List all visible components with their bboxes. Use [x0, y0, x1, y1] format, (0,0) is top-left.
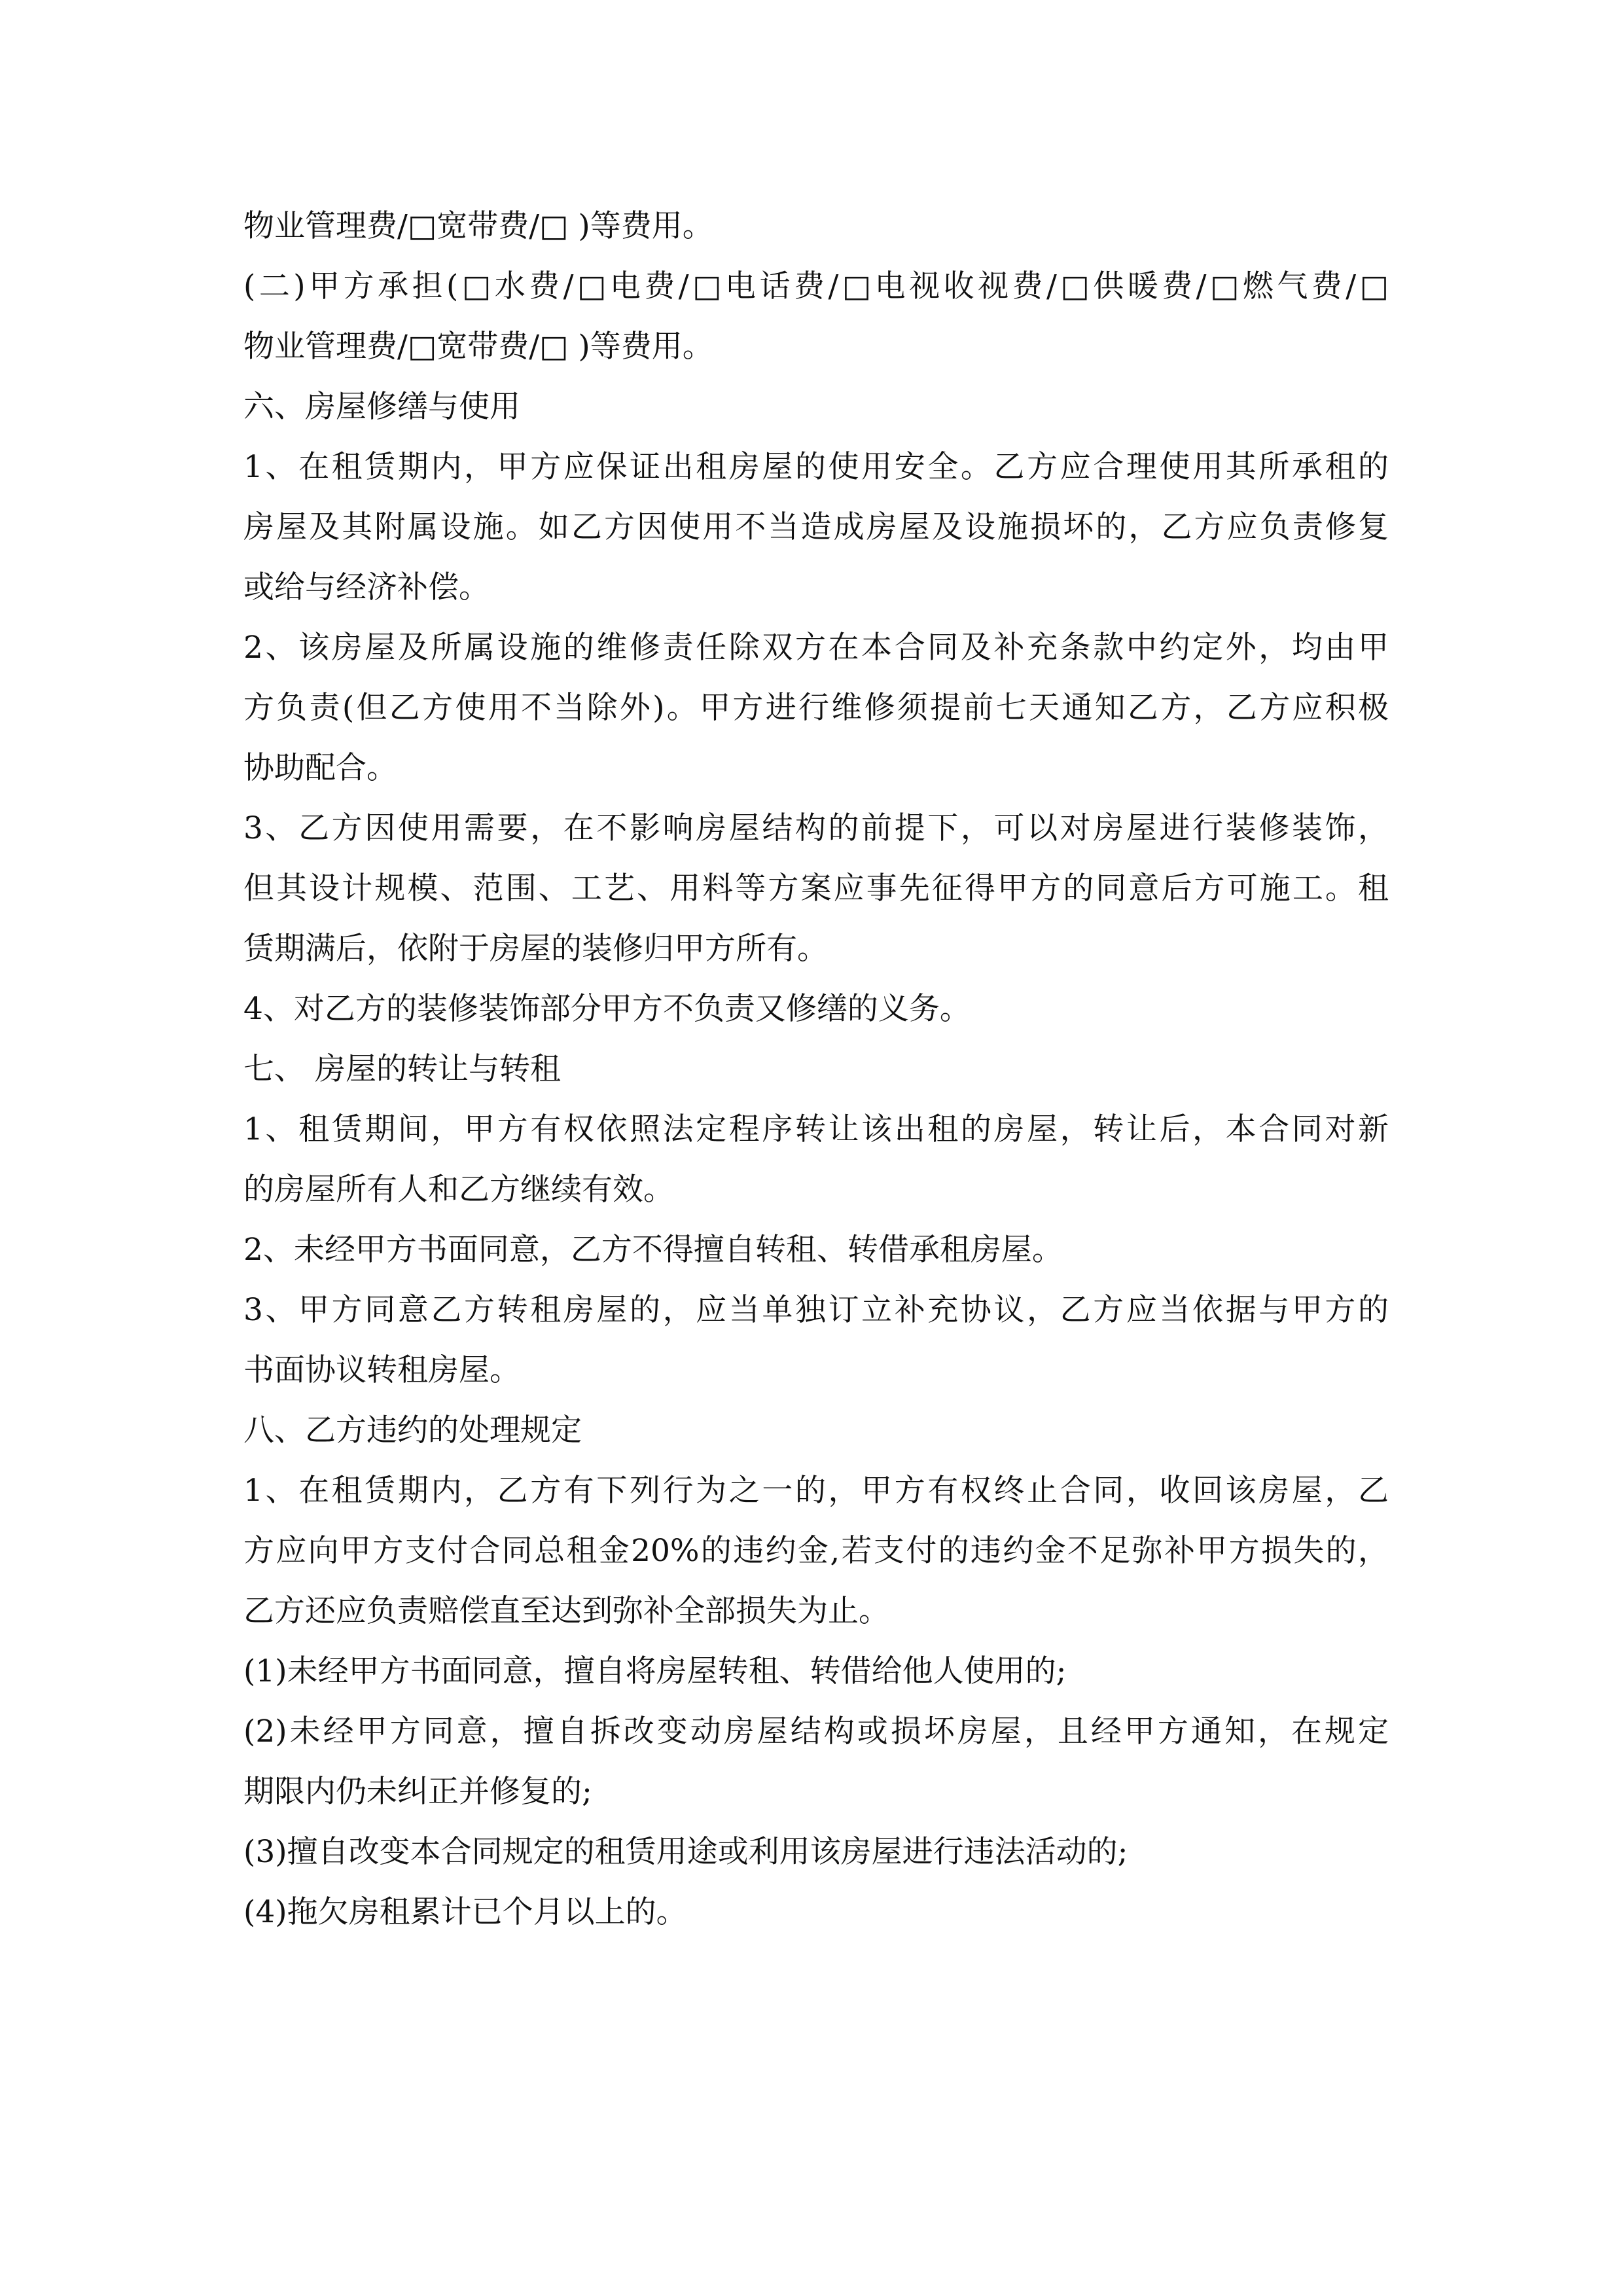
text-line-28: (3)擅自改变本合同规定的租赁用途或利用该房屋进行违法活动的;	[243, 1834, 1128, 1870]
text-line-11: 3、乙方因使用需要，在不影响房屋结构的前提下，可以对房屋进行装修装饰，	[243, 810, 1389, 846]
text-line-18: 2、未经甲方书面同意，乙方不得擅自转租、转借承租房屋。	[243, 1232, 1063, 1268]
text-line-29: (4)拖欠房租累计已个月以上的。	[243, 1894, 687, 1930]
text-line-20: 书面协议转租房屋。	[243, 1352, 520, 1388]
text-line-13: 赁期满后，依附于房屋的装修归甲方所有。	[243, 931, 828, 967]
text-line-25: (1)未经甲方书面同意，擅自将房屋转租、转借给他人使用的;	[243, 1653, 1067, 1689]
text-line-2: (二)甲方承担(□水费/□电费/□电话费/□电视收视费/□供暖费/□燃气费/□	[243, 268, 1389, 304]
document-body	[243, 196, 1389, 1943]
section-heading-7: 七、 房屋的转让与转租	[243, 1051, 561, 1087]
text-line-17: 的房屋所有人和乙方继续有效。	[243, 1172, 674, 1208]
text-line-16: 1、租赁期间，甲方有权依照法定程序转让该出租的房屋，转让后，本合同对新	[243, 1111, 1389, 1147]
text-line-23: 方应向甲方支付合同总租金20%的违约金,若支付的违约金不足弥补甲方损失的，	[243, 1533, 1389, 1569]
text-line-6: 房屋及其附属设施。如乙方因使用不当造成房屋及设施损坏的，乙方应负责修复	[243, 509, 1389, 545]
text-line-14: 4、对乙方的装修装饰部分甲方不负责又修缮的义务。	[243, 991, 971, 1027]
text-line-24: 乙方还应负责赔偿直至达到弥补全部损失为止。	[243, 1593, 889, 1629]
section-heading-8: 八、乙方违约的处理规定	[243, 1412, 582, 1448]
text-line-27: 期限内仍未纠正并修复的;	[243, 1774, 592, 1810]
text-line-9: 方负责(但乙方使用不当除外)。甲方进行维修须提前七天通知乙方，乙方应积极	[243, 690, 1389, 726]
text-line-22: 1、在租赁期内，乙方有下列行为之一的，甲方有权终止合同，收回该房屋，乙	[243, 1473, 1389, 1509]
text-line-10: 协助配合。	[243, 750, 397, 786]
section-heading-6: 六、房屋修缮与使用	[243, 389, 520, 425]
text-line-7: 或给与经济补偿。	[243, 569, 490, 605]
text-line-3: 物业管理费/□宽带费/□ )等费用。	[243, 329, 713, 365]
text-line-5: 1、在租赁期内，甲方应保证出租房屋的使用安全。乙方应合理使用其所承租的	[243, 449, 1389, 485]
text-line-8: 2、该房屋及所属设施的维修责任除双方在本合同及补充条款中约定外，均由甲	[243, 630, 1389, 666]
text-line-1: 物业管理费/□宽带费/□ )等费用。	[243, 208, 713, 244]
text-line-19: 3、甲方同意乙方转租房屋的，应当单独订立补充协议，乙方应当依据与甲方的	[243, 1292, 1389, 1328]
text-line-26: (2)未经甲方同意，擅自拆改变动房屋结构或损坏房屋，且经甲方通知，在规定	[243, 1713, 1389, 1749]
text-line-12: 但其设计规模、范围、工艺、用料等方案应事先征得甲方的同意后方可施工。租	[243, 870, 1389, 906]
